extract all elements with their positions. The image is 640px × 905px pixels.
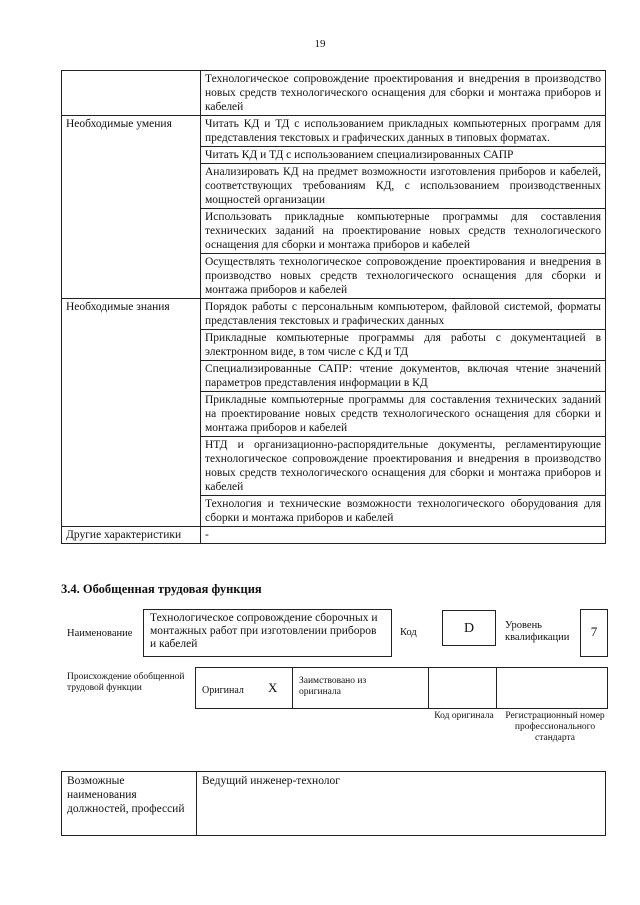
- row-label-skills: Необходимые умения: [62, 116, 201, 299]
- row-item: Использовать прикладные компьютерные программы для составления технических заданий на проектирование новых средств технологического оснащения для сборки и монтажа приборов и кабелей: [201, 209, 606, 254]
- code-original-cell: [428, 667, 497, 709]
- original-mark: X: [268, 680, 278, 695]
- section-title: 3.4. Обобщенная трудовая функция: [61, 582, 262, 596]
- code-original-label: Код оригинала: [434, 711, 494, 721]
- name-value-box: Технологическое сопровождение сборочных и монтажных работ при изготовлении приборов и кабелей: [143, 609, 392, 657]
- requirements-table: [61, 70, 606, 544]
- row-item: Осуществлять технологическое сопровождение проектирования и внедрения в производство новых средств технологического оснащения для сборки и монтажа приборов и кабелей: [201, 254, 606, 299]
- page-number: 19: [314, 38, 326, 50]
- row-label-knowledge: Необходимые знания: [62, 299, 201, 527]
- row-item: Прикладные компьютерные программы для составления технических заданий на проектирование новых средств технологического оснащения для сборки и монтажа приборов и кабелей: [201, 392, 606, 437]
- row-item: Прикладные компьютерные программы для работы с документацией в электронном виде, в том числе с КД и ТД: [201, 330, 606, 361]
- origin-label: Происхождение обобщенной трудовой функции: [67, 672, 185, 693]
- reg-number-cell: [496, 667, 608, 709]
- positions-value: Ведущий инженер-технолог: [197, 772, 606, 836]
- row-item: Порядок работы с персональным компьютером, файловой системой, форматы представления текстовых и графических данных: [201, 299, 606, 330]
- row-item: НТД и организационно-распорядительные документы, регламентирующие технологическое сопровождение проектирования и внедрения в производство новых средств технологического оснащения для сборки и монтажа приборов и кабелей: [201, 437, 606, 496]
- row-label: [62, 71, 201, 116]
- original-label: Оригинал: [202, 685, 244, 696]
- row-item: -: [201, 527, 606, 544]
- positions-table: [61, 771, 606, 836]
- borrowed-label: Заимствовано из оригинала: [299, 676, 367, 697]
- row-item: Технологическое сопровождение проектирования и внедрения в производство новых средств технологического оснащения для сборки и монтажа приборов и кабелей: [201, 71, 606, 116]
- code-label: Код: [400, 627, 417, 638]
- code-value-box: D: [442, 610, 496, 646]
- origin-row: [195, 667, 608, 709]
- table-row: [62, 772, 606, 836]
- row-item: Технология и технические возможности технологического оборудования для сборки и монтажа приборов и кабелей: [201, 496, 606, 527]
- level-label: Уровень квалификации: [505, 620, 570, 643]
- table-row: [62, 299, 606, 330]
- original-cell: [195, 667, 293, 709]
- table-row: [62, 116, 606, 147]
- row-item: Анализировать КД на предмет возможности изготовления приборов и кабелей, соответствующих требованиям КД, с использованием производственных мощностей организации: [201, 164, 606, 209]
- positions-label: Возможные наименования должностей, профессий: [62, 772, 197, 836]
- row-label-other: Другие характеристики: [62, 527, 201, 544]
- reg-number-label: Регистрационный номер профессионального стандарта: [505, 711, 605, 743]
- borrowed-cell: [292, 667, 429, 709]
- row-item: Специализированные САПР: чтение документов, включая чтение значений параметров представления информации в КД: [201, 361, 606, 392]
- table-row: [62, 71, 606, 116]
- table-row: [62, 527, 606, 544]
- row-item: Читать КД и ТД с использованием специализированных САПР: [201, 147, 606, 164]
- row-item: Читать КД и ТД с использованием прикладных компьютерных программ для представления текстовых и графических данных в типовых форматах.: [201, 116, 606, 147]
- level-value-box: 7: [580, 609, 608, 657]
- name-label: Наименование: [67, 628, 133, 639]
